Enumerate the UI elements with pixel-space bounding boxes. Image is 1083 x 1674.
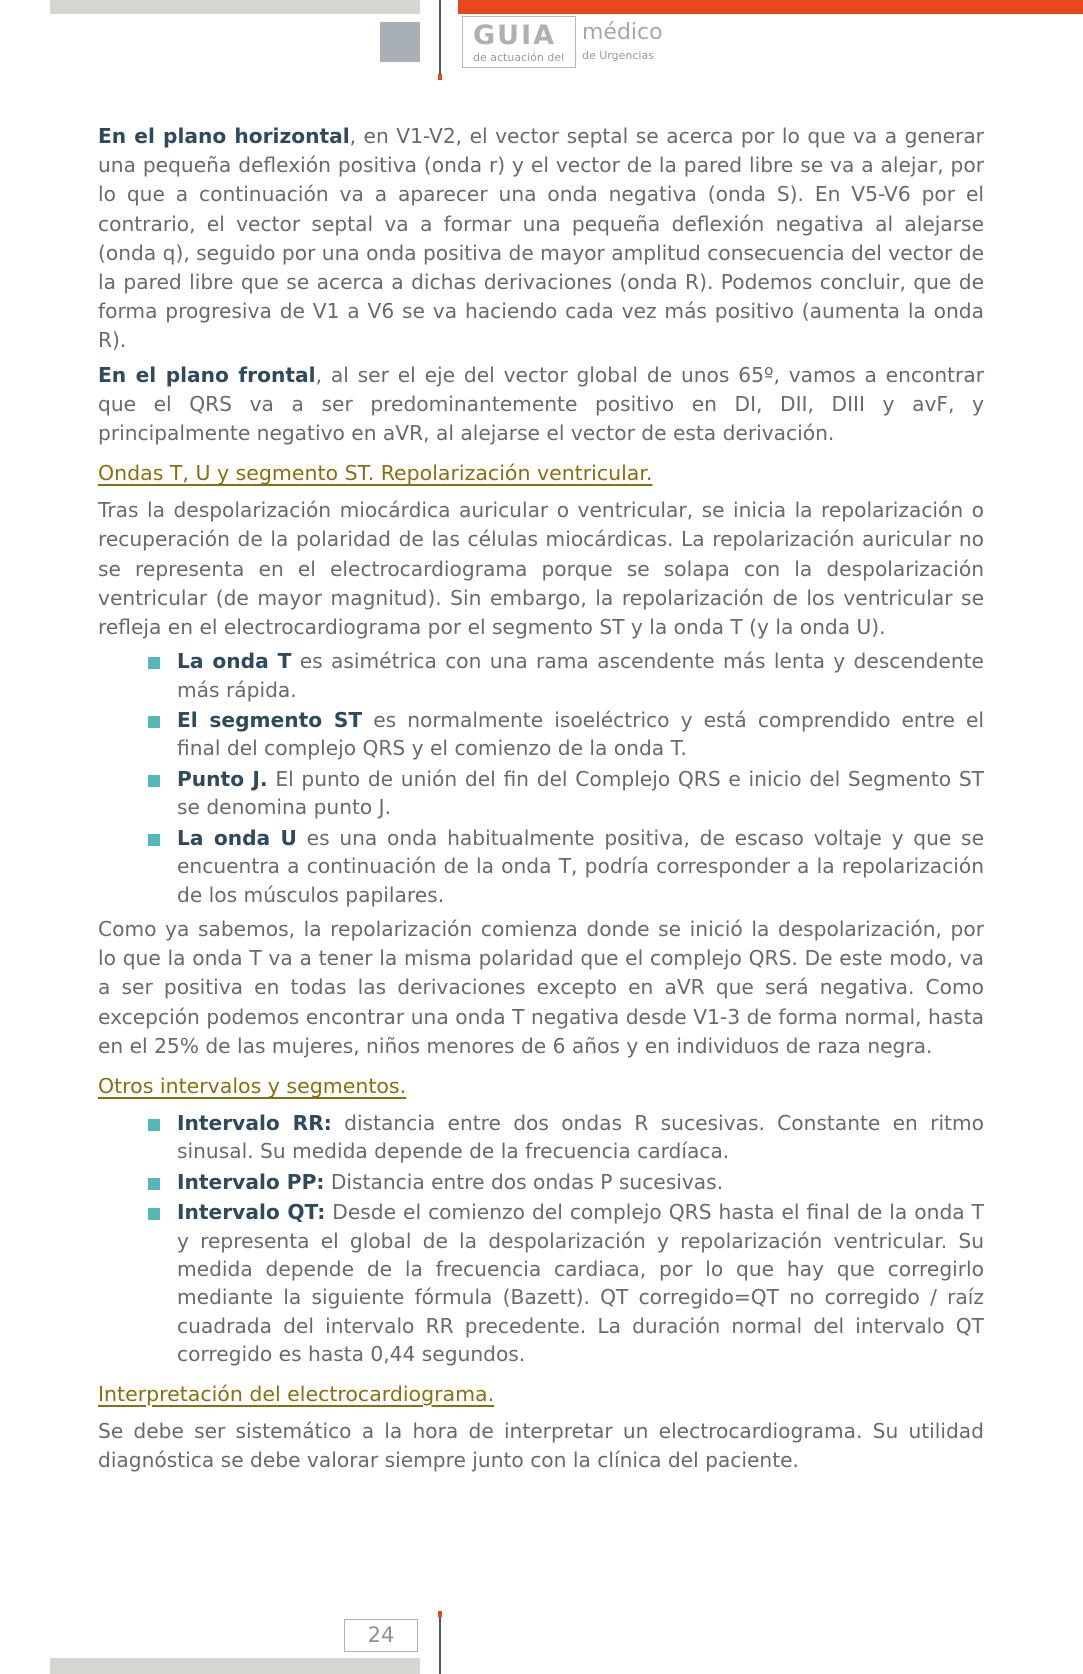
list-item-term: Intervalo RR: — [177, 1110, 332, 1135]
header-left-bar — [50, 0, 420, 14]
header-divider-line — [439, 0, 441, 76]
section-heading-intervalos: Otros intervalos y segmentos. — [98, 1073, 407, 1098]
bold-lead: En el plano horizontal — [98, 124, 350, 148]
list-intervalos — [98, 1109, 984, 1369]
header-right-bar — [458, 0, 1083, 14]
list-item — [177, 1198, 984, 1368]
list-item-term: Intervalo PP: — [177, 1169, 325, 1194]
header-square-decoration — [380, 22, 420, 62]
paragraph-text: , en V1-V2, el vector septal se acerca por lo que va a generar una pequeña deflexión positiva (onda r) y el vector de la pared libre se va a alejar, por lo que a continuación va a aparecer una onda negativa (onda S). En V5-V6 por el contrario, el vector septal va a formar una pequeña deflexión negativa al alejarse (onda q), seguido por una onda positiva de mayor amplitud consecuencia del vector de la pared libre que se acerca a dichas derivaciones (onda R). Podemos concluir, que de forma progresiva de V1 a V6 se va haciendo cada vez más positivo (aumenta la onda R). — [98, 124, 984, 353]
logo-guia-text: GUIA — [473, 20, 557, 51]
list-item-term: Intervalo QT: — [177, 1200, 326, 1225]
section-heading-interpretacion: Interpretación del electrocardiograma. — [98, 1381, 495, 1406]
logo-subtitle-right: de Urgencias — [582, 49, 654, 62]
paragraph-plano-frontal — [98, 361, 984, 449]
list-item-text: es normalmente isoeléctrico y está comprendido entre el final del complejo QRS y el comienzo de la onda T. — [177, 708, 984, 761]
list-item — [177, 1109, 984, 1166]
list-item-text: es asimétrica con una rama ascendente más lenta y descendente más rápida. — [177, 649, 984, 702]
list-item — [177, 706, 984, 763]
list-item — [177, 824, 984, 909]
list-item-term: La onda T — [177, 649, 292, 674]
list-item-text: es una onda habitualmente positiva, de escaso voltaje y que se encuentra a continuación de la onda T, podría corresponder a la repolarización de los músculos papilares. — [177, 825, 984, 907]
list-item-text: Desde el comienzo del complejo QRS hasta el final de la onda T y representa el global de la despolarización y repolarización ventricular. Su medida depende de la frecuencia cardiaca, por lo que hay que corregirlo mediante la siguiente fórmula (Bazett). QT corregido=QT no corregido / raíz cuadrada del intervalo RR precedente. La duración normal del intervalo QT corregido es hasta 0,44 segundos. — [177, 1200, 984, 1367]
logo-subtitle-left: de actuación del — [473, 51, 565, 64]
list-item-text: El punto de unión del fin del Complejo QRS e inicio del Segmento ST se denomina punto J. — [177, 766, 984, 820]
logo-medico-text: médico — [582, 20, 663, 45]
footer-divider-accent — [438, 1611, 442, 1617]
list-item-term: La onda U — [177, 825, 297, 850]
guia-logo — [462, 16, 576, 68]
list-ondas — [98, 647, 984, 909]
list-item-text: Distancia entre dos ondas P sucesivas. — [324, 1169, 724, 1194]
bold-lead: En el plano frontal — [98, 362, 316, 387]
list-item-term: Punto J. — [177, 766, 268, 791]
paragraph-plano-horizontal — [98, 122, 984, 356]
paragraph-interpretacion: Se debe ser sistemático a la hora de interpretar un electrocardiograma. Su utilidad diagnóstica se debe valorar siempre junto con la clínica del paciente. — [98, 1418, 984, 1472]
list-item-term: El segmento ST — [177, 708, 363, 733]
list-item — [177, 647, 984, 704]
header-divider-accent — [438, 74, 442, 80]
paragraph-text: , al ser el eje del vector global de unos 65º, vamos a encontrar que el QRS va a ser predominantemente positivo en DI, DII, DIII y avF, y principalmente negativo en aVR, al alejarse el vector de esta derivación. — [98, 362, 985, 446]
list-item — [177, 1168, 984, 1196]
page-content — [98, 122, 984, 1480]
footer-divider-line — [439, 1612, 441, 1674]
section-heading-repolarizacion: Ondas T, U y segmento ST. Repolarización ventricular. — [98, 461, 653, 486]
footer-left-bar — [50, 1658, 420, 1674]
paragraph-repolarizacion: Tras la despolarización miocárdica auricular o ventricular, se inicia la repolarización o recuperación de la polaridad de las células miocárdicas. La repolarización auricular no se representa en el electrocardiograma porque se solapa con la despolarización ventricular (de mayor magnitud). Sin embargo, la repolarización de los ventricular se refleja en el electrocardiograma por el segmento ST y la onda T (y la onda U). — [98, 498, 984, 640]
paragraph-polaridad: Como ya sabemos, la repolarización comienza donde se inició la despolarización, por lo que la onda T va a tener la misma polaridad que el complejo QRS. De este modo, va a ser positiva en todas las derivaciones excepto en aVR que será negativa. Como excepción podemos encontrar una onda T negativa desde V1-3 de forma normal, hasta en el 25% de las mujeres, niños menores de 6 años y en individuos de raza negra. — [98, 916, 984, 1058]
page-number: 24 — [344, 1619, 418, 1652]
list-item — [177, 765, 984, 822]
list-item-text: distancia entre dos ondas R sucesivas. Constante en ritmo sinusal. Su medida depende de la frecuencia cardíaca. — [177, 1110, 984, 1164]
